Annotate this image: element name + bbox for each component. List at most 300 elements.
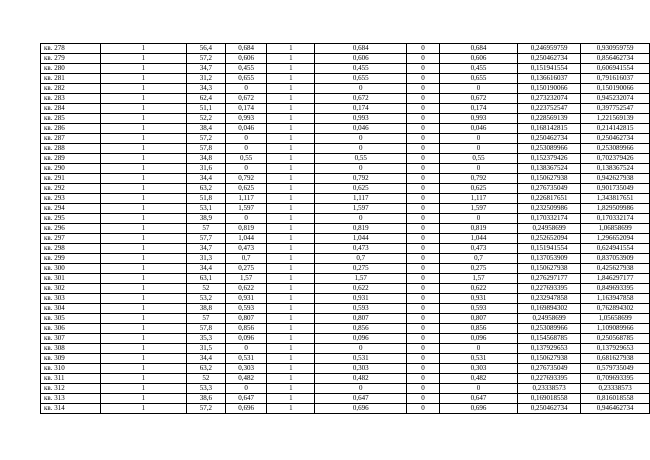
table-cell: 1,343817651 (581, 194, 650, 204)
table-cell: 0 (407, 254, 440, 264)
table-cell: 0 (315, 344, 407, 354)
table-cell: 0,681627938 (581, 354, 650, 364)
table-cell: 0 (407, 264, 440, 274)
table-cell: 0,856 (225, 324, 266, 334)
table-row (41, 394, 650, 404)
table-cell: 0 (407, 74, 440, 84)
table-cell: 0 (439, 214, 517, 224)
table-cell: 34,7 (186, 244, 225, 254)
table-cell: 0,606 (439, 54, 517, 64)
table-cell: 0 (225, 144, 266, 154)
table-cell: 1 (267, 164, 315, 174)
table-cell: 0,807 (315, 314, 407, 324)
table-cell: 0,482 (225, 374, 266, 384)
table-cell: 1 (267, 264, 315, 274)
table-cell: 0,655 (225, 74, 266, 84)
table-cell: 0,226817651 (518, 194, 581, 204)
table-cell: 1,117 (439, 194, 517, 204)
table-cell: 0,138367524 (581, 164, 650, 174)
table-cell: 1 (267, 394, 315, 404)
table-cell: 1,044 (225, 234, 266, 244)
table-cell: 1 (101, 164, 187, 174)
table-cell: 0,606 (315, 54, 407, 64)
table-cell: 0 (407, 174, 440, 184)
table-cell: 0 (407, 54, 440, 64)
table-cell: 0 (439, 384, 517, 394)
table-cell: 0,425627938 (581, 264, 650, 274)
table-cell: 0 (407, 234, 440, 244)
table-cell: 0,253089966 (581, 144, 650, 154)
table-row (41, 314, 650, 324)
apartment-label-cell: кв. 294 (41, 204, 101, 214)
table-row (41, 84, 650, 94)
table-cell: 31,6 (186, 164, 225, 174)
table-cell: 1 (101, 44, 187, 54)
table-cell: 0 (315, 384, 407, 394)
table-row (41, 354, 650, 364)
table-cell: 0,169018558 (518, 394, 581, 404)
table-cell: 0,819 (315, 224, 407, 234)
table-cell: 1 (101, 404, 187, 414)
table-cell: 1 (101, 154, 187, 164)
apartment-label-cell: кв. 303 (41, 294, 101, 304)
table-cell: 0,482 (439, 374, 517, 384)
table-cell: 0,276735049 (518, 184, 581, 194)
table-cell: 0,696 (225, 404, 266, 414)
table-cell: 0 (407, 64, 440, 74)
table-cell: 0,303 (439, 364, 517, 374)
table-cell: 0,7 (439, 254, 517, 264)
table-cell: 0,931 (315, 294, 407, 304)
table-cell: 0 (407, 334, 440, 344)
table-cell: 0,684 (439, 44, 517, 54)
table-cell: 0,593 (315, 304, 407, 314)
table-row (41, 74, 650, 84)
table-cell: 53,2 (186, 294, 225, 304)
table-cell: 0 (407, 364, 440, 374)
table-cell: 35,3 (186, 334, 225, 344)
table-cell: 53,3 (186, 384, 225, 394)
apartment-label-cell: кв. 304 (41, 304, 101, 314)
table-cell: 31,2 (186, 74, 225, 84)
apartment-label-cell: кв. 309 (41, 354, 101, 364)
table-cell: 31,3 (186, 254, 225, 264)
table-cell: 1 (101, 374, 187, 384)
table-cell: 0,579735049 (581, 364, 650, 374)
table-cell: 0,482 (315, 374, 407, 384)
table-cell: 0,169894302 (518, 304, 581, 314)
table-cell: 57,2 (186, 134, 225, 144)
apartment-label-cell: кв. 311 (41, 374, 101, 384)
table-cell: 52,2 (186, 114, 225, 124)
table-row (41, 124, 650, 134)
table-cell: 0,275 (439, 264, 517, 274)
table-cell: 1 (267, 334, 315, 344)
table-cell: 1 (101, 234, 187, 244)
table-cell: 0,250462734 (518, 404, 581, 414)
table-cell: 0,250568785 (581, 334, 650, 344)
table-cell: 1 (267, 254, 315, 264)
table-cell: 0 (315, 84, 407, 94)
table-cell: 0,593 (439, 304, 517, 314)
table-row (41, 224, 650, 234)
apartment-label-cell: кв. 299 (41, 254, 101, 264)
table-cell: 1,117 (315, 194, 407, 204)
apartment-label-cell: кв. 305 (41, 314, 101, 324)
table-cell: 1 (267, 194, 315, 204)
table-cell: 0,807 (439, 314, 517, 324)
table-cell: 0,170332174 (518, 214, 581, 224)
table-cell: 0,150627938 (518, 174, 581, 184)
table-cell: 0,303 (225, 364, 266, 374)
table-cell: 0,762894302 (581, 304, 650, 314)
apartment-label-cell: кв. 285 (41, 114, 101, 124)
table-cell: 0,672 (439, 94, 517, 104)
table-cell: 0 (407, 344, 440, 354)
table-cell: 0,250462734 (581, 134, 650, 144)
table-cell: 51,8 (186, 194, 225, 204)
table-cell: 0,150190066 (581, 84, 650, 94)
table-cell: 0,151941554 (518, 64, 581, 74)
table-cell: 0,168142815 (518, 124, 581, 134)
table-row (41, 234, 650, 244)
table-cell: 0,993 (439, 114, 517, 124)
table-cell: 0 (407, 84, 440, 94)
table-cell: 1 (267, 94, 315, 104)
table-cell: 0,931 (439, 294, 517, 304)
table-cell: 1,109089966 (581, 324, 650, 334)
table-cell: 63,1 (186, 274, 225, 284)
table-cell: 0,214142815 (581, 124, 650, 134)
table-cell: 0 (407, 114, 440, 124)
table-cell: 1,597 (439, 204, 517, 214)
table-row (41, 324, 650, 334)
table-cell: 1 (267, 354, 315, 364)
table-cell: 0 (315, 214, 407, 224)
table-cell: 1 (267, 284, 315, 294)
table-cell: 1 (267, 304, 315, 314)
table-cell: 1 (267, 384, 315, 394)
table-cell: 0,096 (225, 334, 266, 344)
table-cell: 57,8 (186, 324, 225, 334)
table-cell: 0,150627938 (518, 354, 581, 364)
table-cell: 0 (315, 164, 407, 174)
table-cell: 1 (267, 204, 315, 214)
table-cell: 1 (101, 324, 187, 334)
table-cell: 0,849693395 (581, 284, 650, 294)
table-cell: 1 (101, 214, 187, 224)
table-row (41, 294, 650, 304)
table-cell: 0 (225, 214, 266, 224)
table-cell: 0,473 (315, 244, 407, 254)
table-cell: 0 (407, 394, 440, 404)
table-cell: 1 (101, 344, 187, 354)
table-cell: 0,136616037 (518, 74, 581, 84)
table-cell: 0 (407, 384, 440, 394)
table-cell: 0 (407, 284, 440, 294)
document-page (40, 43, 650, 414)
table-cell: 0,275 (225, 264, 266, 274)
table-cell: 1 (101, 84, 187, 94)
apartment-label-cell: кв. 278 (41, 44, 101, 54)
table-cell: 0,7 (315, 254, 407, 264)
table-cell: 1 (101, 144, 187, 154)
apartment-label-cell: кв. 282 (41, 84, 101, 94)
table-cell: 1 (267, 184, 315, 194)
table-cell: 0 (439, 134, 517, 144)
table-cell: 1 (267, 214, 315, 224)
apartment-label-cell: кв. 293 (41, 194, 101, 204)
table-cell: 0,250462734 (518, 134, 581, 144)
table-cell: 34,7 (186, 64, 225, 74)
table-cell: 52 (186, 374, 225, 384)
table-cell: 1,06858699 (581, 224, 650, 234)
table-cell: 0,275 (315, 264, 407, 274)
table-row (41, 204, 650, 214)
table-cell: 1 (101, 114, 187, 124)
table-row (41, 64, 650, 74)
table-cell: 1 (101, 304, 187, 314)
table-cell: 0,792 (439, 174, 517, 184)
table-row (41, 164, 650, 174)
table-cell: 38,9 (186, 214, 225, 224)
table-cell: 56,4 (186, 44, 225, 54)
table-cell: 0 (407, 44, 440, 54)
table-cell: 38,8 (186, 304, 225, 314)
table-cell: 1,163947858 (581, 294, 650, 304)
apartment-label-cell: кв. 290 (41, 164, 101, 174)
table-cell: 1 (101, 274, 187, 284)
table-cell: 0,993 (225, 114, 266, 124)
table-cell: 57 (186, 224, 225, 234)
apartment-label-cell: кв. 302 (41, 284, 101, 294)
table-cell: 0,24958699 (518, 314, 581, 324)
table-cell: 1 (101, 264, 187, 274)
table-cell: 0,137929653 (581, 344, 650, 354)
apartment-label-cell: кв. 312 (41, 384, 101, 394)
table-cell: 0,174 (225, 104, 266, 114)
table-cell: 0,696 (439, 404, 517, 414)
table-cell: 0,624941554 (581, 244, 650, 254)
table-row (41, 284, 650, 294)
table-cell: 0,672 (225, 94, 266, 104)
table-cell: 1 (101, 64, 187, 74)
table-cell: 0,23338573 (518, 384, 581, 394)
table-cell: 1 (267, 374, 315, 384)
table-cell: 0 (407, 134, 440, 144)
table-cell: 0,856 (315, 324, 407, 334)
table-cell: 1 (267, 44, 315, 54)
table-cell: 0 (315, 144, 407, 154)
table-cell: 0,655 (439, 74, 517, 84)
apartment-label-cell: кв. 283 (41, 94, 101, 104)
table-cell: 1,117 (225, 194, 266, 204)
table-cell: 0,151941554 (518, 244, 581, 254)
table-cell: 1 (101, 254, 187, 264)
table-cell: 1 (267, 74, 315, 84)
table-cell: 0,945232074 (581, 94, 650, 104)
table-cell: 1,57 (315, 274, 407, 284)
table-cell: 0,931 (225, 294, 266, 304)
table-cell: 34,3 (186, 84, 225, 94)
table-cell: 0,622 (439, 284, 517, 294)
table-cell: 0,622 (225, 284, 266, 294)
table-cell: 0,227693395 (518, 284, 581, 294)
table-cell: 0,684 (315, 44, 407, 54)
table-cell: 0 (407, 374, 440, 384)
table-cell: 1 (101, 314, 187, 324)
table-cell: 1 (267, 244, 315, 254)
table-cell: 0,455 (225, 64, 266, 74)
table-row (41, 194, 650, 204)
table-cell: 0,096 (439, 334, 517, 344)
table-cell: 1 (267, 294, 315, 304)
table-row (41, 264, 650, 274)
table-cell: 0 (407, 144, 440, 154)
table-cell: 0,816018558 (581, 394, 650, 404)
table-cell: 0,55 (225, 154, 266, 164)
table-cell: 0,531 (225, 354, 266, 364)
table-cell: 1 (267, 404, 315, 414)
apartment-label-cell: кв. 301 (41, 274, 101, 284)
table-cell: 1 (101, 54, 187, 64)
table-cell: 31,5 (186, 344, 225, 354)
table-cell: 0 (407, 154, 440, 164)
table-cell: 0,24958699 (518, 224, 581, 234)
table-cell: 0,273232074 (518, 94, 581, 104)
table-cell: 0 (407, 354, 440, 364)
table-cell: 0,807 (225, 314, 266, 324)
table-cell: 0,250462734 (518, 54, 581, 64)
table-cell: 52 (186, 284, 225, 294)
table-cell: 57,2 (186, 54, 225, 64)
table-cell: 1 (267, 324, 315, 334)
apartment-label-cell: кв. 298 (41, 244, 101, 254)
table-cell: 0,455 (315, 64, 407, 74)
table-cell: 0,046 (315, 124, 407, 134)
table-cell: 1,829509986 (581, 204, 650, 214)
table-cell: 1 (101, 244, 187, 254)
table-cell: 0,253089966 (518, 324, 581, 334)
table-row (41, 274, 650, 284)
table-cell: 0,232509986 (518, 204, 581, 214)
table-cell: 0,593 (225, 304, 266, 314)
table-cell: 1 (101, 384, 187, 394)
table-cell: 0,7 (225, 254, 266, 264)
table-cell: 34,4 (186, 174, 225, 184)
table-cell: 57,7 (186, 234, 225, 244)
table-row (41, 344, 650, 354)
table-row (41, 364, 650, 374)
table-cell: 0,174 (315, 104, 407, 114)
table-cell: 0,531 (315, 354, 407, 364)
table-cell: 0 (407, 294, 440, 304)
apartment-label-cell: кв. 284 (41, 104, 101, 114)
table-cell: 0,228569139 (518, 114, 581, 124)
table-row (41, 134, 650, 144)
table-cell: 0 (407, 214, 440, 224)
table-cell: 0,625 (315, 184, 407, 194)
table-cell: 1 (267, 144, 315, 154)
table-cell: 1 (267, 234, 315, 244)
table-cell: 1,57 (225, 274, 266, 284)
table-row (41, 244, 650, 254)
table-cell: 1 (267, 54, 315, 64)
table-cell: 57,8 (186, 144, 225, 154)
table-cell: 38,4 (186, 124, 225, 134)
table-cell: 1 (101, 364, 187, 374)
table-cell: 1 (101, 334, 187, 344)
apartment-label-cell: кв. 280 (41, 64, 101, 74)
table-cell: 0,397752547 (581, 104, 650, 114)
apartment-label-cell: кв. 306 (41, 324, 101, 334)
table-cell: 34,4 (186, 354, 225, 364)
table-cell: 0,473 (225, 244, 266, 254)
table-cell: 34,8 (186, 154, 225, 164)
table-cell: 1 (267, 274, 315, 284)
table-cell: 53,1 (186, 204, 225, 214)
table-cell: 0 (407, 404, 440, 414)
table-cell: 51,1 (186, 104, 225, 114)
table-cell: 0 (407, 204, 440, 214)
apartment-label-cell: кв. 296 (41, 224, 101, 234)
table-cell: 57,2 (186, 404, 225, 414)
table-cell: 0,152379426 (518, 154, 581, 164)
table-cell: 1 (101, 284, 187, 294)
table-cell: 1 (267, 174, 315, 184)
table-cell: 1 (101, 94, 187, 104)
apartment-label-cell: кв. 313 (41, 394, 101, 404)
table-cell: 1 (101, 174, 187, 184)
apartment-label-cell: кв. 291 (41, 174, 101, 184)
table-cell: 0,647 (225, 394, 266, 404)
apartment-label-cell: кв. 297 (41, 234, 101, 244)
table-cell: 0,930959759 (581, 44, 650, 54)
apartment-label-cell: кв. 295 (41, 214, 101, 224)
table-cell: 0,819 (439, 224, 517, 234)
table-cell: 0 (439, 164, 517, 174)
apartment-label-cell: кв. 289 (41, 154, 101, 164)
table-cell: 0,792 (315, 174, 407, 184)
table-cell: 0 (407, 304, 440, 314)
table-cell: 0,154568785 (518, 334, 581, 344)
table-row (41, 374, 650, 384)
table-cell: 1 (267, 84, 315, 94)
table-cell: 1 (101, 294, 187, 304)
table-cell: 1,57 (439, 274, 517, 284)
table-cell: 1 (101, 124, 187, 134)
table-row (41, 384, 650, 394)
table-cell: 0,901735049 (581, 184, 650, 194)
table-cell: 1,846297177 (581, 274, 650, 284)
table-cell: 0,606941554 (581, 64, 650, 74)
table-cell: 0,837053909 (581, 254, 650, 264)
table-cell: 0 (407, 124, 440, 134)
table-cell: 1 (267, 154, 315, 164)
table-cell: 1 (101, 204, 187, 214)
apartment-data-table (40, 43, 650, 414)
apartment-label-cell: кв. 307 (41, 334, 101, 344)
table-cell: 0,792 (225, 174, 266, 184)
apartment-label-cell: кв. 279 (41, 54, 101, 64)
table-cell: 63,2 (186, 184, 225, 194)
table-cell: 0,647 (439, 394, 517, 404)
table-cell: 0 (407, 164, 440, 174)
table-cell: 1 (101, 354, 187, 364)
table-cell: 0 (407, 224, 440, 234)
table-row (41, 104, 650, 114)
table-cell: 1 (267, 104, 315, 114)
